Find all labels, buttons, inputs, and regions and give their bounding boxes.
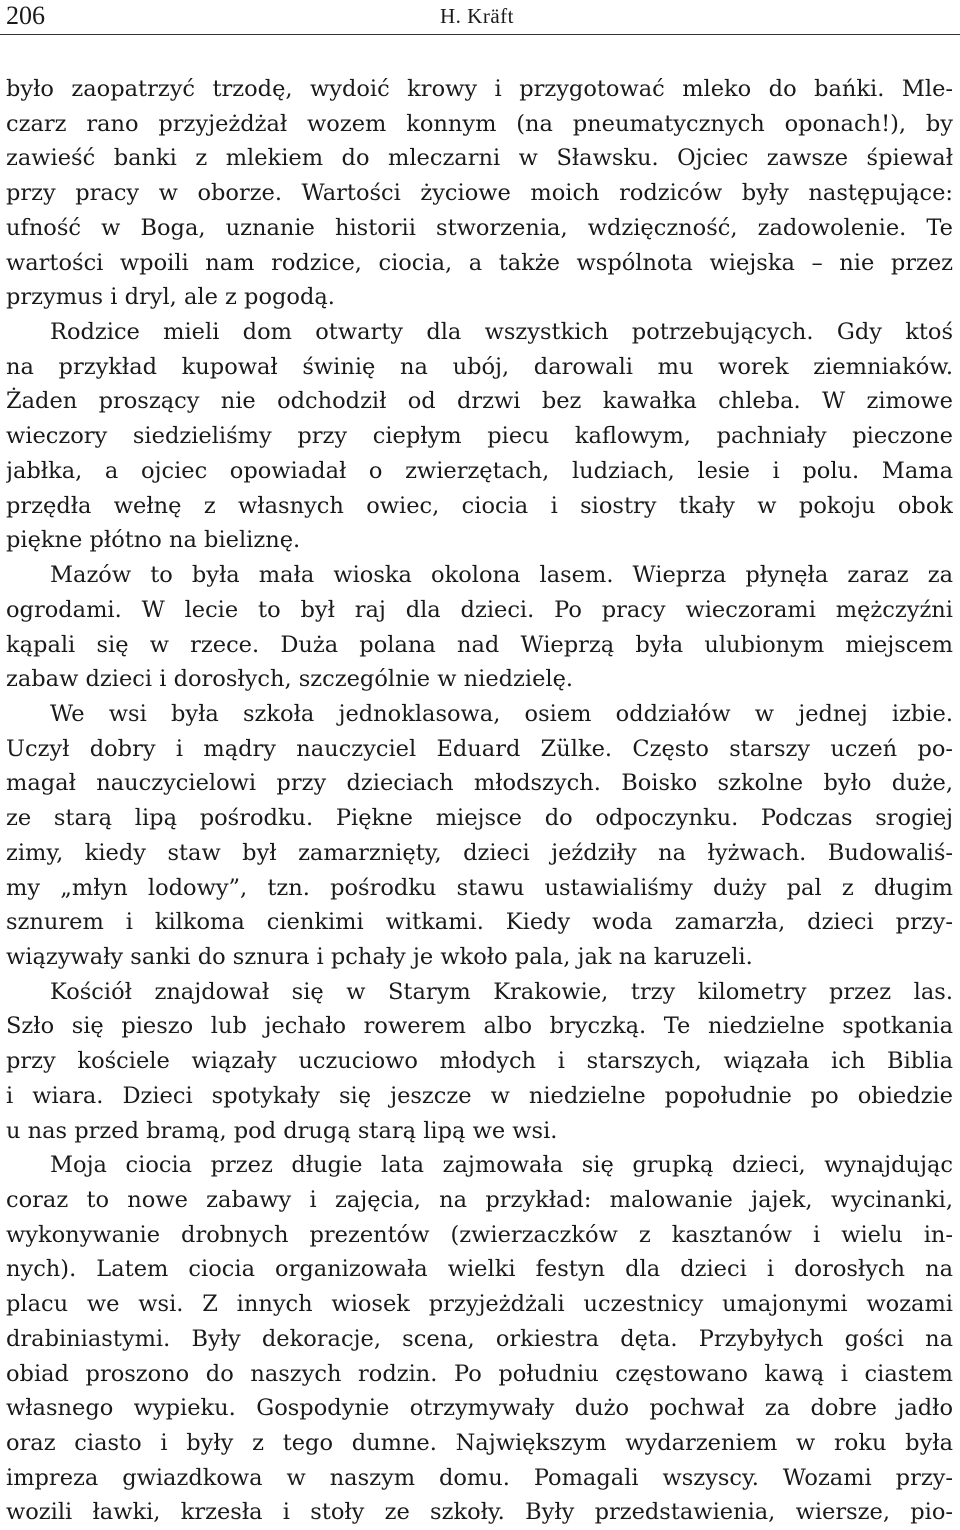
text-line: impreza gwiazdkowa w naszym domu. Pomagali wszyscy. Wozami przy- bbox=[6, 1464, 953, 1491]
text-line: przy pracy w oborze. Wartości życiowe moich rodziców były następujące: bbox=[6, 180, 953, 207]
text-line: na przykład kupował świnię na ubój, darowali mu worek ziemniaków. bbox=[6, 353, 953, 380]
text-line: magał nauczycielowi przy dzieciach młodszych. Boisko szkolne było duże, bbox=[6, 770, 953, 797]
text-line: piękne płótno na bieliznę. bbox=[6, 527, 301, 554]
text-line: wartości wpoili nam rodzice, ciocia, a także wspólnota wiejska – nie przez bbox=[6, 249, 953, 276]
text-line: coraz to nowe zabawy i zajęcia, na przykład: malowanie jajek, wycinanki, bbox=[6, 1187, 953, 1213]
text-line: Uczył dobry i mądry nauczyciel Eduard Zülke. Często starszy uczeń po- bbox=[6, 735, 953, 762]
text-line: obiad proszono do naszych rodzin. Po południu częstowano kawą i ciastem bbox=[6, 1360, 953, 1387]
text-line: ogrodami. W lecie to był raj dla dzieci. Po pracy wieczorami mężczyźni bbox=[6, 596, 953, 623]
text-line: zimy, kiedy staw był zamarznięty, dzieci jeździły na łyżwach. Budowaliś- bbox=[6, 839, 953, 866]
text-line: We wsi była szkoła jednoklasowa, osiem oddziałów w jednej izbie. bbox=[50, 700, 953, 727]
text-line: wozili ławki, krzesła i stoły ze szkoły. Były przedstawienia, wiersze, pio- bbox=[6, 1499, 953, 1526]
text-line: Żaden proszący nie odchodził od drzwi bez kawałka chleba. W zimowe bbox=[6, 388, 953, 415]
text-line: zabaw dzieci i dorosłych, szczególnie w niedzielę. bbox=[6, 666, 574, 693]
text-line: my „młyn lodowy”, tzn. pośrodku stawu ustawialiśmy duży pal z długim bbox=[6, 874, 953, 901]
text-line: przędła wełnę z własnych owiec, ciocia i siostry tkały w pokoju obok bbox=[6, 492, 953, 519]
text-line: wykonywanie drobnych prezentów (zwierzaczków z kasztanów i wielu in- bbox=[6, 1221, 953, 1248]
text-line: Mazów to była mała wioska okolona lasem. Wieprza płynęła zaraz za bbox=[50, 562, 953, 589]
header-rule bbox=[0, 34, 960, 35]
text-line: Kościół znajdował się w Starym Krakowie, trzy kilometry przez las. bbox=[50, 978, 953, 1005]
text-line: przy kościele wiązały uczuciowo młodych i starszych, wiązała ich Biblia bbox=[6, 1048, 953, 1075]
text-line: ufność w Boga, uznanie historii stworzenia, wdzięczność, zadowolenie. Te bbox=[6, 214, 953, 241]
text-line: czarz rano przyjeżdżał wozem konnym (na pneumatycznych oponach!), by bbox=[6, 110, 953, 137]
page-number: 206 bbox=[6, 1, 45, 30]
text-line: wieczory siedzieliśmy przy ciepłym piecu kaflowym, pachniały pieczone bbox=[6, 423, 953, 450]
text-line: było zaopatrzyć trzodę, wydoić krowy i przygotować mleko do bańki. Mle- bbox=[6, 76, 953, 102]
text-line: sznurem i kilkoma cienkimi witkami. Kiedy woda zamarzła, dzieci przy- bbox=[6, 909, 953, 936]
page-header bbox=[0, 0, 960, 34]
text-line: Szło się pieszo lub jechało rowerem albo bryczką. Te niedzielne spotkania bbox=[6, 1013, 953, 1040]
running-head: H. Kräft bbox=[440, 4, 514, 28]
text-line: placu we wsi. Z innych wiosek przyjeżdżali uczestnicy umajonymi wozami bbox=[6, 1291, 953, 1318]
text-line: Rodzice mieli dom otwarty dla wszystkich potrzebujących. Gdy ktoś bbox=[50, 319, 953, 346]
text-line: kąpali się w rzece. Duża polana nad Wieprzą była ulubionym miejscem bbox=[6, 631, 953, 658]
text-line: przymus i dryl, ale z pogodą. bbox=[6, 284, 335, 311]
text-line: zawieść banki z mlekiem do mleczarni w Sławsku. Ojciec zawsze śpiewał bbox=[6, 145, 953, 172]
text-line: Moja ciocia przez długie lata zajmowała się grupką dzieci, wynajdując bbox=[50, 1152, 953, 1179]
text-line: i wiara. Dzieci spotykały się jeszcze w niedzielne popołudnie po obiedzie bbox=[6, 1082, 953, 1109]
text-line: nych). Latem ciocia organizowała wielki festyn dla dzieci i dorosłych na bbox=[6, 1256, 953, 1283]
text-line: ze starą lipą pośrodku. Piękne miejsce do odpoczynku. Podczas srogiej bbox=[6, 805, 953, 832]
text-line: oraz ciasto i były z tego dumne. Największym wydarzeniem w roku była bbox=[6, 1430, 953, 1457]
text-line: wiązywały sanki do sznura i pchały je wkoło pala, jak na karuzeli. bbox=[6, 943, 753, 970]
text-line: własnego wypieku. Gospodynie otrzymywały dużo pochwał za dobre jadło bbox=[6, 1395, 953, 1422]
text-line: u nas przed bramą, pod drugą starą lipą we wsi. bbox=[6, 1117, 558, 1144]
text-line: jabłka, a ojciec opowiadał o zwierzętach, ludziach, lesie i polu. Mama bbox=[6, 457, 953, 484]
text-line: drabiniastymi. Były dekoracje, scena, orkiestra dęta. Przybyłych gości na bbox=[6, 1325, 953, 1352]
body-text bbox=[6, 72, 953, 1530]
